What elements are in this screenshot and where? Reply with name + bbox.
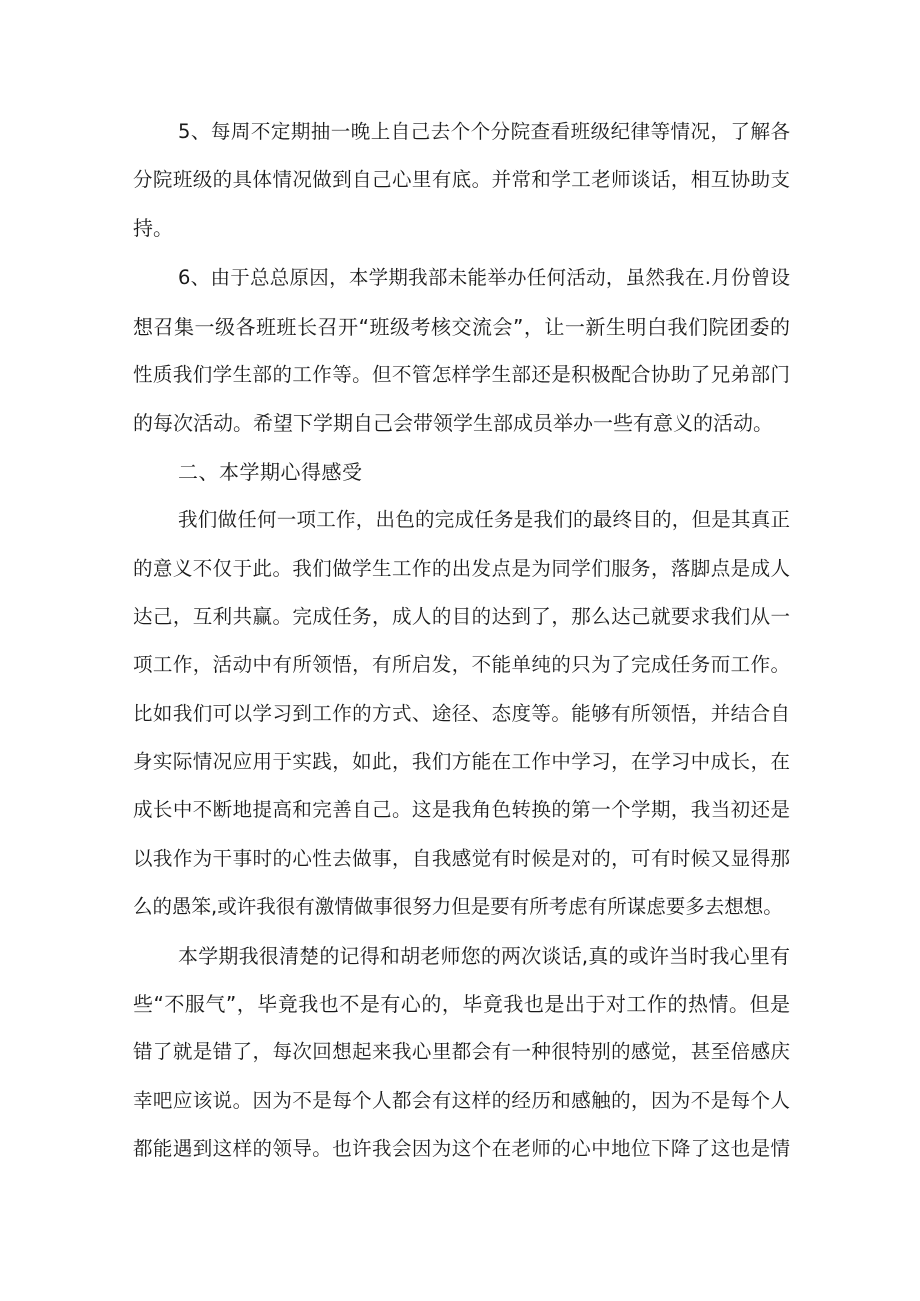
paragraph-7-line-3: 达己，互利共赢。完成任务，成人的目的达到了，那么达己就要求我们从一 [133,605,790,628]
paragraph-7-line-7: 成长中不断地提高和完善自己。这是我角色转换的第一个学期，我当初还是 [133,798,790,821]
paragraph-6-line-3: 性质我们学生部的工作等。但不管怎样学生部还是积极配合协助了兄弟部门 [133,363,790,386]
paragraph-8-line-2: 些“不服气”，毕竟我也不是有心的，毕竟我也是出于对工作的热情。但是 [133,992,790,1016]
paragraph-7-line-8: 以我作为干事时的心性去做事，自我感觉有时候是对的，可有时候又显得那 [133,847,790,870]
paragraph-8-line-3: 错了就是错了，每次回想起来我心里都会有一种很特别的感觉，甚至倍感庆 [133,1040,790,1063]
paragraph-5-line-3: 持。 [133,216,173,240]
paragraph-7-line-2: 的意义不仅于此。我们做学生工作的出发点是为同学们服务，落脚点是成人 [133,557,790,580]
paragraph-7-line-5: 比如我们可以学习到工作的方式、途径、态度等。能够有所领悟，并结合自 [133,702,790,725]
paragraph-7-line-9: 么的愚笨,或许我很有激情做事很努力但是要有所考虑有所谋虑要多去想想。 [133,895,783,918]
paragraph-7-line-4: 项工作，活动中有所领悟，有所启发，不能单纯的只为了完成任务而工作。 [133,653,790,676]
paragraph-6-line-1: 6、由于总总原因，本学期我部未能举办任何活动，虽然我在.月份曾设 [178,266,790,289]
section-heading: 二、本学期心得感受 [178,460,363,484]
paragraph-5-line-1: 5、每周不定期抽一晚上自己去个个分院查看班级纪律等情况，了解各 [178,120,790,143]
paragraph-8-line-5: 都能遇到这样的领导。也许我会因为这个在老师的心中地位下降了这也是情 [133,1137,790,1160]
paragraph-6-line-2: 想召集一级各班班长召开“班级考核交流会”，让一新生明白我们院团委的 [133,315,790,339]
paragraph-8-line-4: 幸吧应该说。因为不是每个人都会有这样的经历和感触的，因为不是每个人 [133,1089,790,1112]
paragraph-7-line-1: 我们做任何一项工作，出色的完成任务是我们的最终目的，但是其真正 [178,508,790,531]
paragraph-6-line-4: 的每次活动。希望下学期自己会带领学生部成员举办一些有意义的活动。 [133,411,773,435]
paragraph-8-line-1: 本学期我很清楚的记得和胡老师您的两次谈话,真的或许当时我心里有 [178,944,790,968]
paragraph-7-line-6: 身实际情况应用于实践，如此，我们方能在工作中学习，在学习中成长，在 [133,750,790,773]
paragraph-5-line-2: 分院班级的具体情况做到自己心里有底。并常和学工老师谈话，相互协助支 [133,168,790,191]
